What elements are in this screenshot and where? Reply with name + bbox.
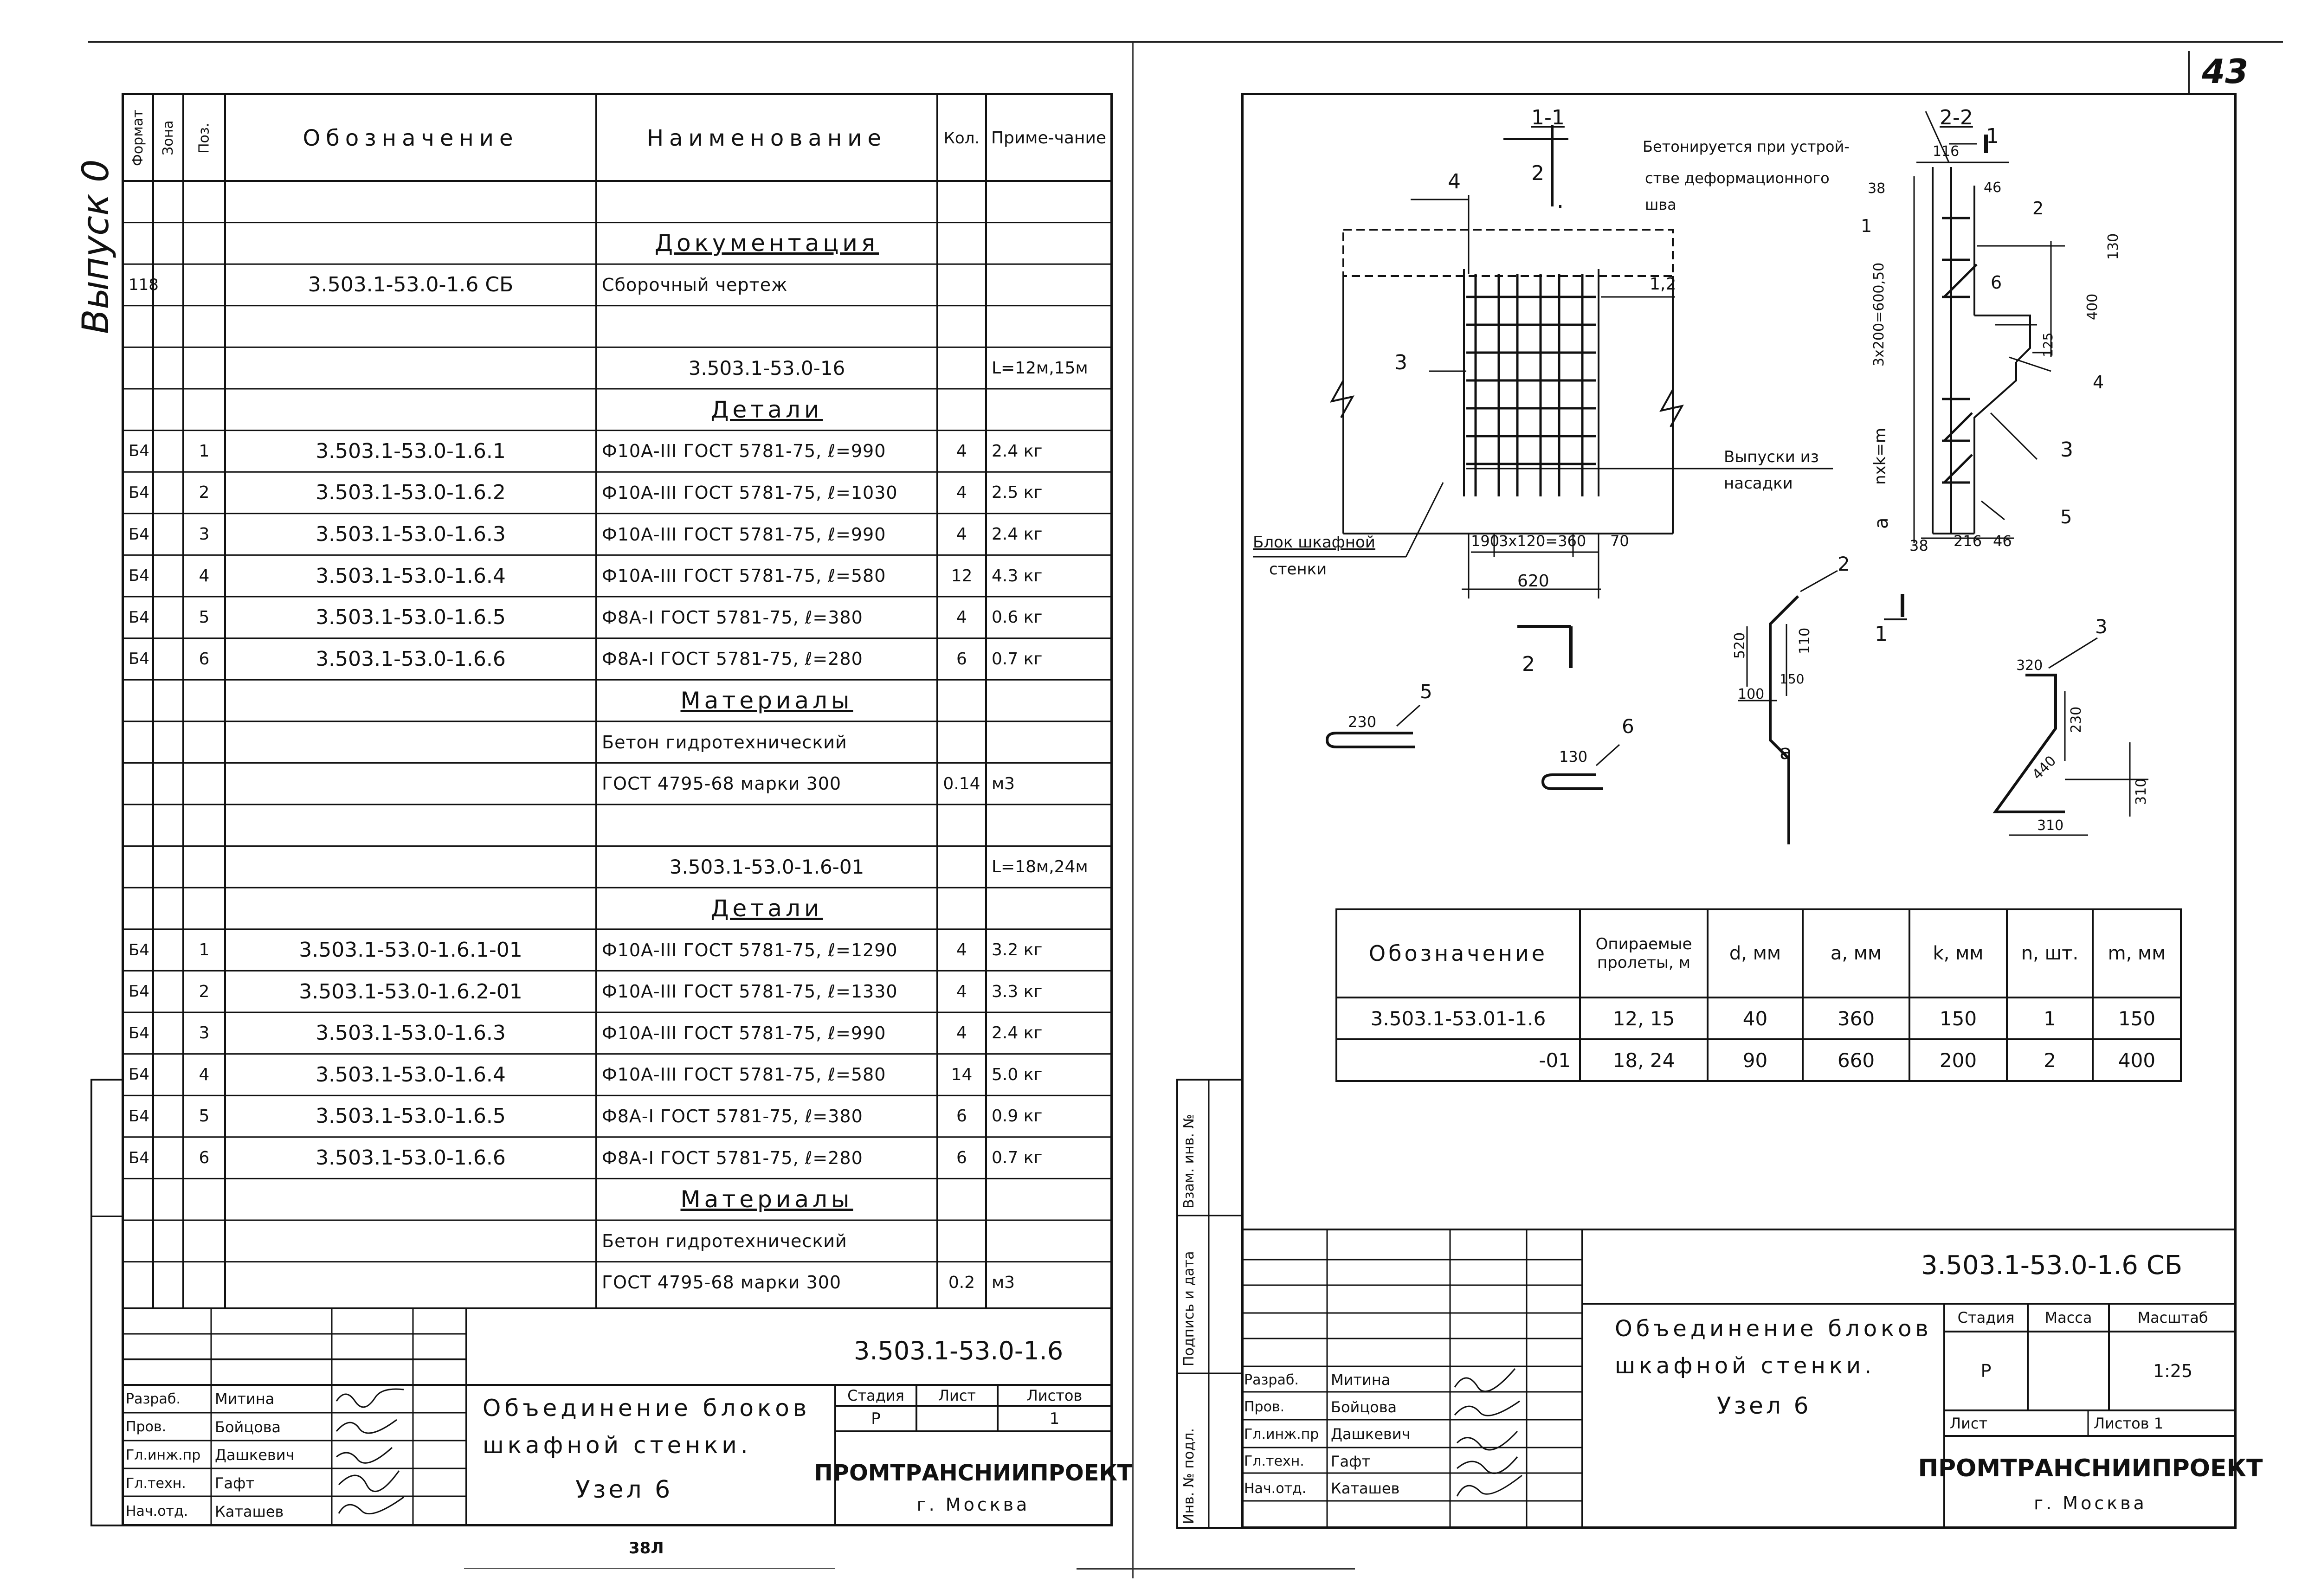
spec-cell-pos: 4 [199, 1065, 210, 1084]
left-stage-value: Р [871, 1409, 881, 1428]
bar-3-dim-440: 440 [2029, 753, 2060, 783]
page-number: 43 [2202, 52, 2249, 91]
spec-cell-note: 2.5 кг [992, 483, 1043, 502]
right-mass-header: Масса [2044, 1309, 2092, 1326]
left-sheets-value: 1 [1049, 1409, 1060, 1428]
spec-cell-pos: 3 [199, 525, 210, 544]
bar-3-dim-230: 230 [2068, 706, 2084, 733]
spec-cell-code: 3.503.1-53.0-1.6.6 [316, 1146, 506, 1170]
spec-cell-name: 3.503.1-53.0-16 [688, 356, 845, 380]
spec-cell-qty: 4 [956, 940, 967, 960]
spec-header-pos: Поз. [196, 122, 213, 154]
bar-5-pos: 5 [1420, 680, 1432, 703]
spec-cell-name: Ф10А-III ГОСТ 5781-75, ℓ=990 [602, 441, 886, 462]
left-title-doc-code: 3.503.1-53.0-1.6 [854, 1336, 1064, 1365]
bar-5-dim: 230 [1348, 713, 1377, 731]
bar-2-pos: 2 [1838, 553, 1850, 575]
spec-cell-note: 2.4 кг [992, 441, 1043, 461]
params-header-1: Опираемые пролеты, м [1595, 935, 1692, 972]
right-stage-value: Р [1980, 1361, 1992, 1381]
spec-cell-fmt: Б4 [129, 1023, 149, 1043]
spec-cell-note: 0.7 кг [992, 1148, 1043, 1168]
spec-cell-fmt: Б4 [129, 483, 149, 502]
section-mark-1-bottom: 1 [1875, 622, 1888, 646]
spec-cell-code: 3.503.1-53.0-1.6.5 [316, 605, 506, 630]
params-cell: 90 [1742, 1049, 1768, 1072]
bar-2-dim-a: a [1780, 740, 1792, 764]
params-header-3: a, мм [1830, 943, 1882, 964]
dim-3x120: 3x120=360 [1499, 532, 1586, 550]
dim-22-side-3x200: 3x200=600,50 [1871, 262, 1887, 367]
left-signoff-role: Гл.техн. [126, 1475, 186, 1492]
params-cell: 150 [2118, 1007, 2156, 1030]
spec-cell-pos: 2 [199, 483, 210, 502]
right-org-name: ПРОМТРАНСНИИПРОЕКТ [1918, 1454, 2263, 1482]
left-signoff-name: Дашкевич [215, 1446, 295, 1464]
spec-cell-note: 0.6 кг [992, 608, 1043, 627]
pos-1-22: 1 [1861, 216, 1872, 236]
left-signoff-role: Разраб. [126, 1390, 181, 1407]
spec-cell-name: Ф8А-I ГОСТ 5781-75, ℓ=380 [602, 607, 863, 628]
dim-190: 190 [1471, 532, 1500, 550]
spec-cell-pos: 5 [199, 608, 210, 627]
right-sheets-header: Листов 1 [2094, 1414, 2164, 1432]
spec-cell-pos: 6 [199, 1148, 210, 1168]
pos-2-22: 2 [2032, 198, 2044, 219]
left-signoff-name: Митина [215, 1390, 275, 1408]
spec-cell-note: 2.4 кг [992, 525, 1043, 544]
bar-2-dim-520: 520 [1732, 632, 1748, 659]
params-header-4: k, мм [1933, 943, 1984, 964]
label-block-line-2: стенки [1269, 560, 1327, 579]
section-1-1-label: 1-1 [1531, 106, 1565, 129]
dim-620: 620 [1517, 572, 1549, 591]
spec-cell-pos: 2 [199, 982, 210, 1001]
params-cell: 660 [1837, 1049, 1875, 1072]
section-mark-1-top: 1 [1986, 124, 1999, 148]
spec-cell-pos: 4 [199, 566, 210, 586]
right-scale-value: 1:25 [2153, 1361, 2193, 1381]
right-signoff-role: Пров. [1244, 1399, 1285, 1416]
vypusk-label: Выпуск 0 [75, 159, 117, 334]
right-signoff-name: Каташев [1331, 1480, 1400, 1498]
spec-cell-pos: 3 [199, 1023, 210, 1043]
label-outlets-line-2: насадки [1724, 474, 1793, 493]
dim-22-bottom-216: 216 [1954, 532, 1982, 550]
bar-6-pos: 6 [1622, 715, 1634, 738]
spec-cell-note: м3 [992, 1273, 1015, 1292]
left-stage-header: Стадия [847, 1386, 904, 1404]
spec-cell-name: Ф10А-III ГОСТ 5781-75, ℓ=1330 [602, 981, 898, 1002]
right-signature-marks [1455, 1369, 1522, 1496]
right-mass-value [2028, 1332, 2109, 1410]
left-signoff-role: Пров. [126, 1419, 167, 1435]
spec-cell-name: ГОСТ 4795-68 марки 300 [602, 1272, 842, 1293]
left-sheets-header: Листов [1026, 1386, 1083, 1404]
spec-cell-fmt: Б4 [129, 442, 149, 461]
spec-header-designation: Обозначение [303, 125, 519, 151]
spec-cell-code: 3.503.1-53.0-1.6.4 [316, 1062, 506, 1087]
spec-cell-fmt: Б4 [129, 940, 149, 959]
right-stage-header: Стадия [1957, 1309, 2015, 1326]
params-cell: 1 [2044, 1007, 2056, 1030]
spec-cell-name: Ф8А-I ГОСТ 5781-75, ℓ=280 [602, 1147, 863, 1168]
spec-cell-fmt: Б4 [129, 650, 149, 669]
params-cell: 3.503.1-53.01-1.6 [1370, 1007, 1546, 1030]
params-cell: 40 [1742, 1007, 1768, 1030]
spec-cell-fmt: Б4 [129, 525, 149, 544]
bar-6-dim: 130 [1559, 748, 1588, 766]
spec-cell-qty: 4 [956, 1023, 967, 1043]
label-block-line-1: Блок шкафной [1253, 533, 1375, 552]
spec-cell-code: 3.503.1-53.0-1.6.4 [316, 564, 506, 588]
bar-3-dim-310-h: 310 [2037, 817, 2064, 834]
spec-cell-fmt: 118 [129, 275, 159, 294]
left-signoff-name: Каташев [215, 1502, 284, 1520]
params-header-0: Обозначение [1368, 941, 1548, 966]
left-title-line-3: Узел 6 [575, 1476, 673, 1504]
left-title-line-2: шкафной стенки. [483, 1432, 752, 1459]
params-cell: -01 [1539, 1049, 1571, 1072]
left-signoff-name: Гафт [215, 1474, 255, 1493]
spec-cell-qty: 0.2 [948, 1273, 975, 1292]
pos-6-22: 6 [1991, 272, 2002, 293]
left-sheet-header: Лист [938, 1386, 976, 1404]
pos-4-22: 4 [2093, 372, 2104, 393]
spec-cell-code: 3.503.1-53.0-1.6.3 [316, 522, 506, 547]
spec-cell-qty: 6 [956, 649, 967, 669]
params-header-5: n, шт. [2021, 943, 2079, 964]
right-title-line-1: Объединение блоков [1615, 1316, 1932, 1342]
spec-cell-pos: 1 [199, 441, 210, 461]
left-signoff-role: Нач.отд. [126, 1503, 188, 1520]
spec-cell-pos: 5 [199, 1107, 210, 1126]
spec-cell-code: 3.503.1-53.0-1.6.6 [316, 647, 506, 671]
spec-cell-qty: 4 [956, 483, 967, 502]
spec-cell-name: Ф10А-III ГОСТ 5781-75, ℓ=1290 [602, 940, 898, 960]
dim-22-side-400: 400 [2084, 293, 2101, 320]
left-org-city: г. Москва [916, 1494, 1030, 1515]
right-signoff-name: Гафт [1331, 1452, 1371, 1470]
params-cell: 12, 15 [1612, 1007, 1675, 1030]
label-outlets-line-1: Выпуски из [1724, 448, 1819, 466]
params-header-2: d, мм [1729, 943, 1781, 964]
spec-header-zone: Зона [160, 120, 176, 156]
spec-cell-name: Материалы [680, 687, 853, 714]
pos-3-22: 3 [2060, 438, 2073, 462]
right-signoff-role: Гл.инж.пр [1244, 1426, 1319, 1442]
params-cell: 150 [1939, 1007, 1977, 1030]
spec-cell-qty: 4 [956, 441, 967, 461]
spec-cell-note: 0.9 кг [992, 1107, 1043, 1126]
right-signoff-role: Разраб. [1244, 1371, 1299, 1388]
right-title-line-2: шкафной стенки. [1615, 1353, 1876, 1379]
spec-cell-name: Ф10А-III ГОСТ 5781-75, ℓ=1030 [602, 482, 898, 503]
right-org-city: г. Москва [2034, 1493, 2147, 1513]
dim-70: 70 [1610, 532, 1629, 550]
spec-cell-name: Ф8А-I ГОСТ 5781-75, ℓ=380 [602, 1106, 863, 1126]
dim-22-bottom-46: 46 [1993, 532, 2012, 550]
spec-cell-note: L=12м,15м [992, 358, 1088, 378]
spec-cell-note: 2.4 кг [992, 1023, 1043, 1043]
spec-cell-name: Детали [710, 895, 823, 922]
params-cell: 200 [1939, 1049, 1977, 1072]
dim-22-top-116: 116 [1933, 143, 1960, 160]
dim-22-top-38: 38 [1868, 180, 1886, 197]
section-mark-2-bottom: 2 [1522, 652, 1535, 676]
spec-cell-note: м3 [992, 774, 1015, 793]
spec-cell-qty: 0.14 [943, 774, 980, 793]
section-2-2-label: 2-2 [1940, 106, 1973, 129]
spec-cell-note: 3.3 кг [992, 982, 1043, 1001]
right-title-line-3: Узел 6 [1717, 1392, 1812, 1419]
side-stamp-sign: Подпись и дата [1181, 1251, 1197, 1366]
note-concrete-line-2: стве деформационного [1645, 169, 1830, 187]
spec-header-name: Наименование [646, 125, 887, 151]
spec-cell-qty: 12 [951, 566, 973, 586]
bar-2-dim-110: 110 [1797, 627, 1813, 654]
spec-header-format: Формат [130, 109, 146, 167]
spec-cell-name: ГОСТ 4795-68 марки 300 [602, 773, 842, 794]
spec-cell-name: Сборочный чертеж [602, 274, 788, 295]
right-sheet-header: Лист [1950, 1414, 1988, 1432]
pos-5-22: 5 [2060, 507, 2072, 528]
spec-cell-code: 3.503.1-53.0-1.6.1-01 [299, 938, 522, 962]
params-cell: 2 [2044, 1049, 2056, 1072]
spec-cell-note: L=18м,24м [992, 857, 1088, 876]
bar-2-dim-150: 150 [1780, 671, 1805, 687]
params-header-6: m, мм [2108, 943, 2166, 964]
dim-22-side-125: 125 [2040, 332, 2056, 357]
params-cell: 360 [1837, 1007, 1875, 1030]
spec-cell-code: 3.503.1-53.0-1.6.5 [316, 1104, 506, 1128]
label-pos-3-section: 3 [1394, 351, 1407, 374]
bottom-mark: 38Л [629, 1539, 664, 1557]
section-mark-2-top: 2 [1531, 161, 1544, 185]
bar-3-dim-310-v: 310 [2133, 778, 2149, 805]
side-stamp-inv: Инв. № подл. [1181, 1428, 1197, 1524]
right-signoff-role: Нач.отд. [1244, 1480, 1307, 1497]
params-cell: 400 [2118, 1049, 2156, 1072]
spec-cell-qty: 4 [956, 982, 967, 1001]
spec-cell-name: Документация [655, 230, 879, 257]
spec-cell-pos: 1 [199, 940, 210, 960]
left-signoff-role: Гл.инж.пр [126, 1447, 201, 1463]
spec-cell-name: Материалы [680, 1186, 853, 1213]
dim-22-top-46: 46 [1984, 180, 2002, 196]
spec-cell-fmt: Б4 [129, 608, 149, 627]
spec-cell-note: 0.7 кг [992, 649, 1043, 669]
right-signoff-name: Митина [1331, 1371, 1391, 1389]
spec-cell-name: Ф8А-I ГОСТ 5781-75, ℓ=280 [602, 649, 863, 669]
spec-cell-name: Детали [710, 396, 823, 423]
params-cell: 18, 24 [1612, 1049, 1675, 1072]
spec-cell-name: Ф10А-III ГОСТ 5781-75, ℓ=990 [602, 524, 886, 545]
dim-22-side-nxk: nxk=m [1871, 428, 1889, 485]
dim-22-side-130: 130 [2105, 233, 2121, 260]
note-concrete-line-3: шва [1645, 196, 1677, 213]
spec-cell-note: 4.3 кг [992, 566, 1043, 586]
spec-cell-fmt: Б4 [129, 566, 149, 586]
spec-cell-fmt: Б4 [129, 1107, 149, 1126]
spec-cell-code: 3.503.1-53.0-1.6.3 [316, 1021, 506, 1045]
label-1-2: 1,2 [1650, 275, 1677, 294]
right-signoff-role: Гл.техн. [1244, 1453, 1304, 1470]
left-title-line-1: Объединение блоков [483, 1395, 811, 1422]
spec-cell-qty: 6 [956, 1107, 967, 1126]
spec-cell-qty: 14 [951, 1065, 973, 1084]
spec-cell-code: 3.503.1-53.0-1.6.1 [316, 439, 506, 463]
spec-cell-code: 3.503.1-53.0-1.6.2 [316, 481, 506, 505]
spec-cell-note: 5.0 кг [992, 1065, 1043, 1084]
spec-cell-qty: 4 [956, 608, 967, 627]
bar-3-pos: 3 [2095, 615, 2108, 638]
spec-cell-qty: 6 [956, 1148, 967, 1168]
bar-3-dim-320: 320 [2016, 657, 2043, 674]
position-4-label: 4 [1448, 170, 1461, 193]
spec-cell-fmt: Б4 [129, 982, 149, 1001]
spec-cell-note: 3.2 кг [992, 940, 1043, 960]
left-signoff-name: Бойцова [215, 1418, 281, 1436]
spec-cell-name: Ф10А-III ГОСТ 5781-75, ℓ=580 [602, 566, 886, 586]
left-org-name: ПРОМТРАНСНИИПРОЕКТ [814, 1460, 1133, 1486]
spec-cell-code: 3.503.1-53.0-1.6 СБ [308, 273, 514, 297]
spec-cell-name: Ф10А-III ГОСТ 5781-75, ℓ=580 [602, 1064, 886, 1085]
spec-cell-name: Бетон гидротехнический [602, 1230, 847, 1251]
dim-22-side-a: a [1871, 517, 1892, 529]
side-stamp-vzam: Взам. инв. № [1181, 1114, 1197, 1209]
spec-header-note: Приме-чание [991, 129, 1107, 148]
spec-cell-name: Ф10А-III ГОСТ 5781-75, ℓ=990 [602, 1023, 886, 1043]
right-scale-header: Масштаб [2137, 1309, 2208, 1326]
right-title-doc-code: 3.503.1-53.0-1.6 СБ [1921, 1250, 2183, 1281]
spec-cell-qty: 4 [956, 525, 967, 544]
spec-header-qty: Кол. [943, 129, 980, 148]
spec-cell-fmt: Б4 [129, 1148, 149, 1167]
spec-cell-code: 3.503.1-53.0-1.6.2-01 [299, 979, 522, 1004]
right-signoff-name: Дашкевич [1331, 1425, 1411, 1443]
bar-2-dim-100: 100 [1738, 686, 1765, 702]
right-signoff-name: Бойцова [1331, 1398, 1397, 1416]
spec-cell-fmt: Б4 [129, 1065, 149, 1084]
dim-22-bottom-38: 38 [1909, 537, 1928, 554]
note-concrete-line-1: Бетонируется при устрой- [1643, 138, 1850, 155]
spec-cell-name: Бетон гидротехнический [602, 732, 847, 753]
spec-cell-name: 3.503.1-53.0-1.6-01 [669, 855, 864, 878]
spec-cell-pos: 6 [199, 649, 210, 669]
